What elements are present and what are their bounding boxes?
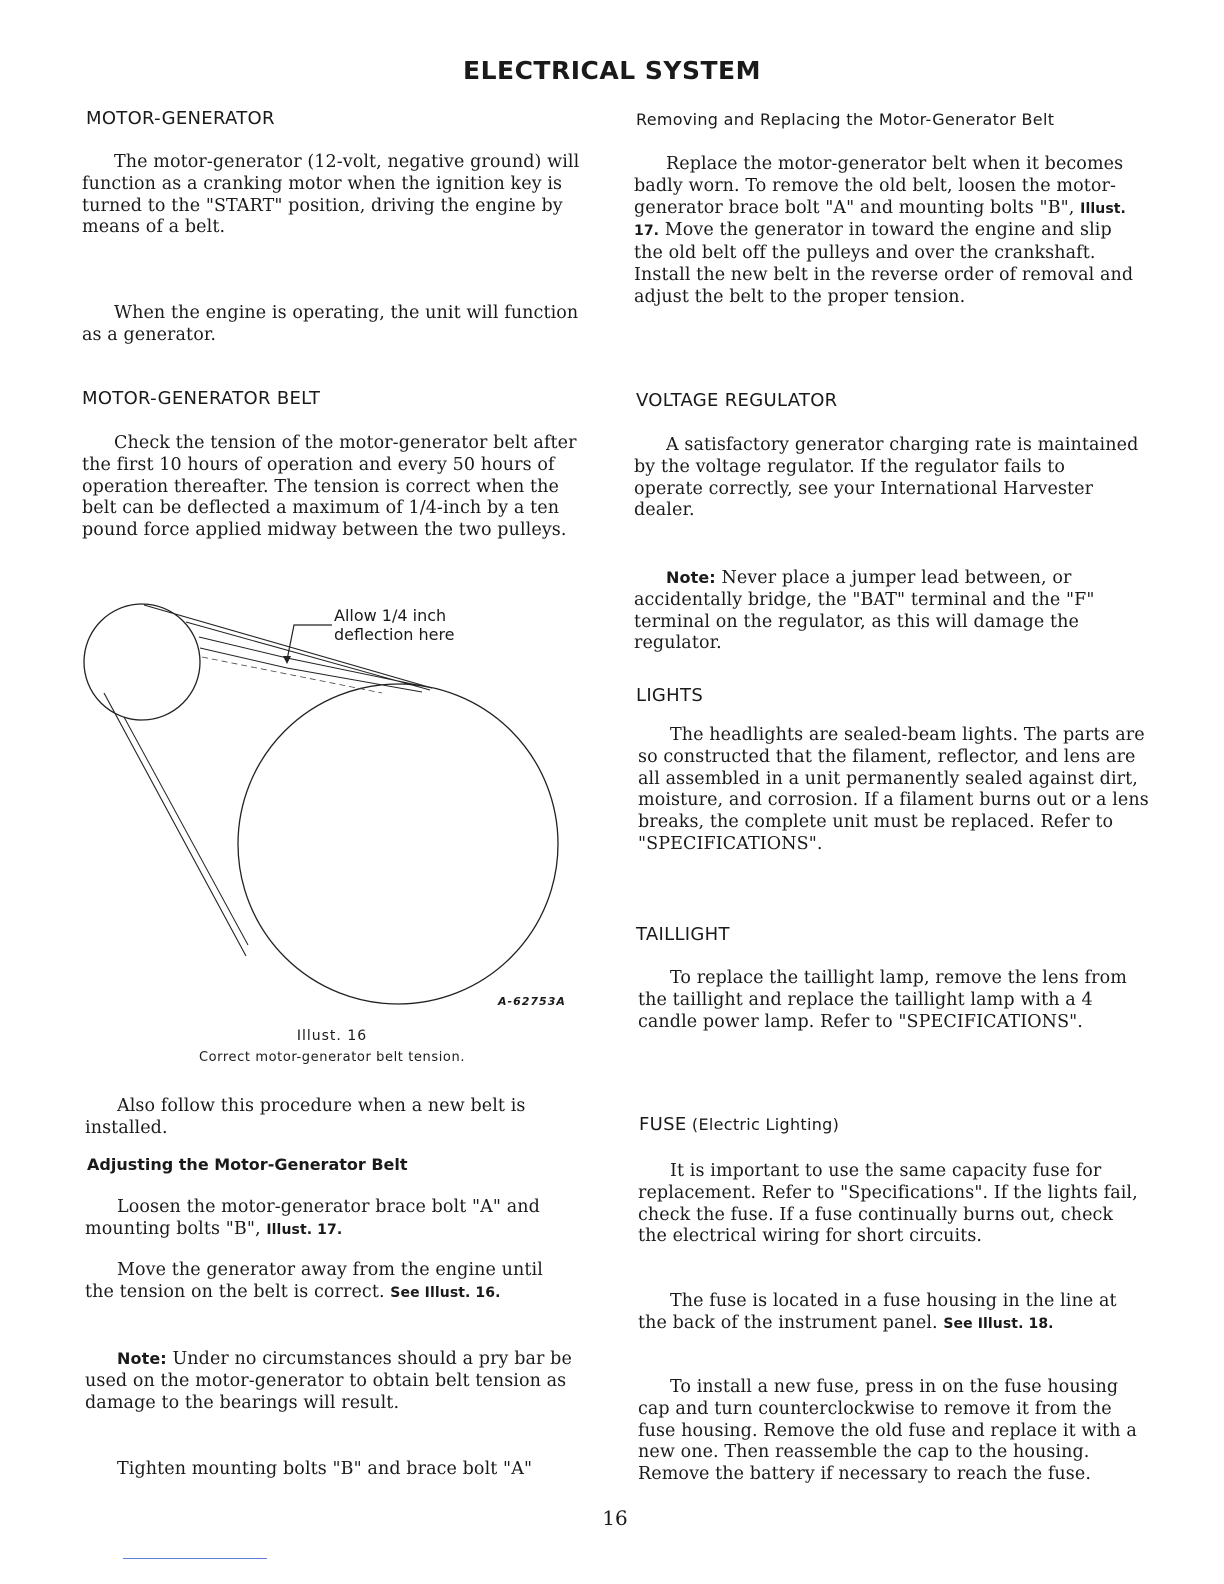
illust-17-ref: Illust. 17.: [266, 1221, 343, 1238]
paragraph-fuse-capacity: It is important to use the same capacity fuse for replacement. Refer to "Specifications". If the lights fail, check the fuse. If a fuse continually burns out, check the electrical wiring for short circuits.: [638, 1161, 1138, 1247]
pulley-belt-drawing: [82, 600, 582, 1020]
heading-voltage-regulator: VOLTAGE REGULATOR: [636, 390, 838, 411]
paragraph-fuse-location: The fuse is located in a fuse housing in the line at the back of the instrument panel. See Illust. 18.: [638, 1291, 1117, 1333]
paragraph-taillight: To replace the taillight lamp, remove the lens from the taillight and replace the taillight lamp with a 4 candle power lamp. Refer to "SPECIFICATIONS".: [638, 968, 1127, 1032]
note-label-right: Note:: [666, 568, 716, 587]
belt-tension-diagram: [82, 600, 582, 1080]
footer-rule: [123, 1558, 267, 1559]
page-title: ELECTRICAL SYSTEM: [463, 56, 761, 85]
heading-motor-generator: MOTOR-GENERATOR: [86, 108, 275, 129]
belt-bottom-inner: [124, 717, 248, 945]
callout-line-2: deflection here: [334, 625, 455, 644]
paragraph-new-belt: Also follow this procedure when a new belt is installed.: [85, 1096, 526, 1138]
heading-taillight: TAILLIGHT: [636, 924, 730, 945]
belt-deflected-outer: [199, 637, 432, 688]
paragraph-replace-belt: Replace the motor-generator belt when it becomes badly worn. To remove the old belt, loosen the motor-generator brace bolt "A" and mounting bolts "B", Illust. 17. Move the generator in toward the engine and slip the old belt off the pulleys and over the crankshaft. Install the new belt in the reverse order of removal and adjust the belt to the proper tension.: [634, 154, 1134, 307]
heading-lights: LIGHTS: [636, 685, 704, 706]
illust-18-ref: See Illust. 18.: [943, 1315, 1054, 1332]
callout-line-1: Allow 1/4 inch: [334, 606, 447, 625]
paragraph-tighten-bolts: Tighten mounting bolts "B" and brace bolt "A": [117, 1459, 533, 1479]
illust-16-ref: See Illust. 16.: [390, 1284, 501, 1301]
figure-caption: Correct motor-generator belt tension.: [198, 1050, 466, 1065]
belt-bottom-outer: [104, 693, 246, 956]
note-pry-bar: Note: Under no circumstances should a pry bar be used on the motor-generator to obtain belt tension as damage to the bearings will result.: [85, 1349, 572, 1413]
paragraph-move-generator: Move the generator away from the engine until the tension on the belt is correct. See Illust. 16.: [85, 1260, 543, 1302]
paragraph-headlights: The headlights are sealed-beam lights. The parts are so constructed that the filament, reflector, and lens are all assembled in a unit permanently sealed against dirt, moisture, and corrosion. If a filament burns out or a lens breaks, the complete unit must be replaced. Refer to "SPECIFICATIONS".: [638, 725, 1149, 854]
page-number: 16: [602, 1506, 628, 1530]
figure-code: A-62753A: [498, 995, 566, 1008]
paragraph-generator-mode: When the engine is operating, the unit will function as a generator.: [82, 303, 579, 345]
paragraph-voltage-regulator: A satisfactory generator charging rate is maintained by the voltage regulator. If the regulator fails to operate correctly, see your International Harvester dealer.: [634, 435, 1139, 521]
large-pulley: [238, 684, 558, 1004]
illust-17-ref-right: Illust. 17.: [634, 200, 1126, 240]
figure-number: Illust. 16: [296, 1028, 368, 1044]
heading-motor-generator-belt: MOTOR-GENERATOR BELT: [82, 388, 321, 409]
paragraph-motor-generator-function: The motor-generator (12-volt, negative ground) will function as a cranking motor when the ignition key is turned to the "START" position, driving the engine by means of a belt.: [82, 152, 580, 238]
belt-deflected-inner: [200, 648, 422, 692]
paragraph-install-fuse: To install a new fuse, press in on the fuse housing cap and turn counterclockwise to remove it from the fuse housing. Remove the old fuse and replace it with a new one. Then reassemble the cap to the housing. Remove the battery if necessary to reach the fuse.: [638, 1377, 1137, 1485]
note-jumper-lead: Note: Never place a jumper lead between, or accidentally bridge, the "BAT" terminal and the "F" terminal on the regulator, as this will damage the regulator.: [634, 568, 1095, 654]
paragraph-loosen-bolts: Loosen the motor-generator brace bolt "A" and mounting bolts "B", Illust. 17.: [85, 1197, 540, 1239]
small-pulley: [84, 604, 200, 720]
heading-adjusting-belt: Adjusting the Motor-Generator Belt: [87, 1155, 408, 1174]
heading-fuse: FUSE (Electric Lighting): [639, 1114, 840, 1135]
deflection-callout: [334, 606, 455, 644]
callout-leader: [287, 625, 332, 660]
note-label: Note:: [117, 1349, 167, 1368]
paragraph-belt-tension: Check the tension of the motor-generator belt after the first 10 hours of operation and every 50 hours of operation thereafter. The tension is correct when the belt can be deflected a maximum of 1/4-inch by a ten pound force applied midway between the two pulleys.: [82, 433, 577, 541]
belt-dash-line: [202, 657, 382, 693]
heading-removing-belt: Removing and Replacing the Motor-Generator Belt: [636, 110, 1055, 129]
callout-arrowhead: [283, 656, 291, 664]
